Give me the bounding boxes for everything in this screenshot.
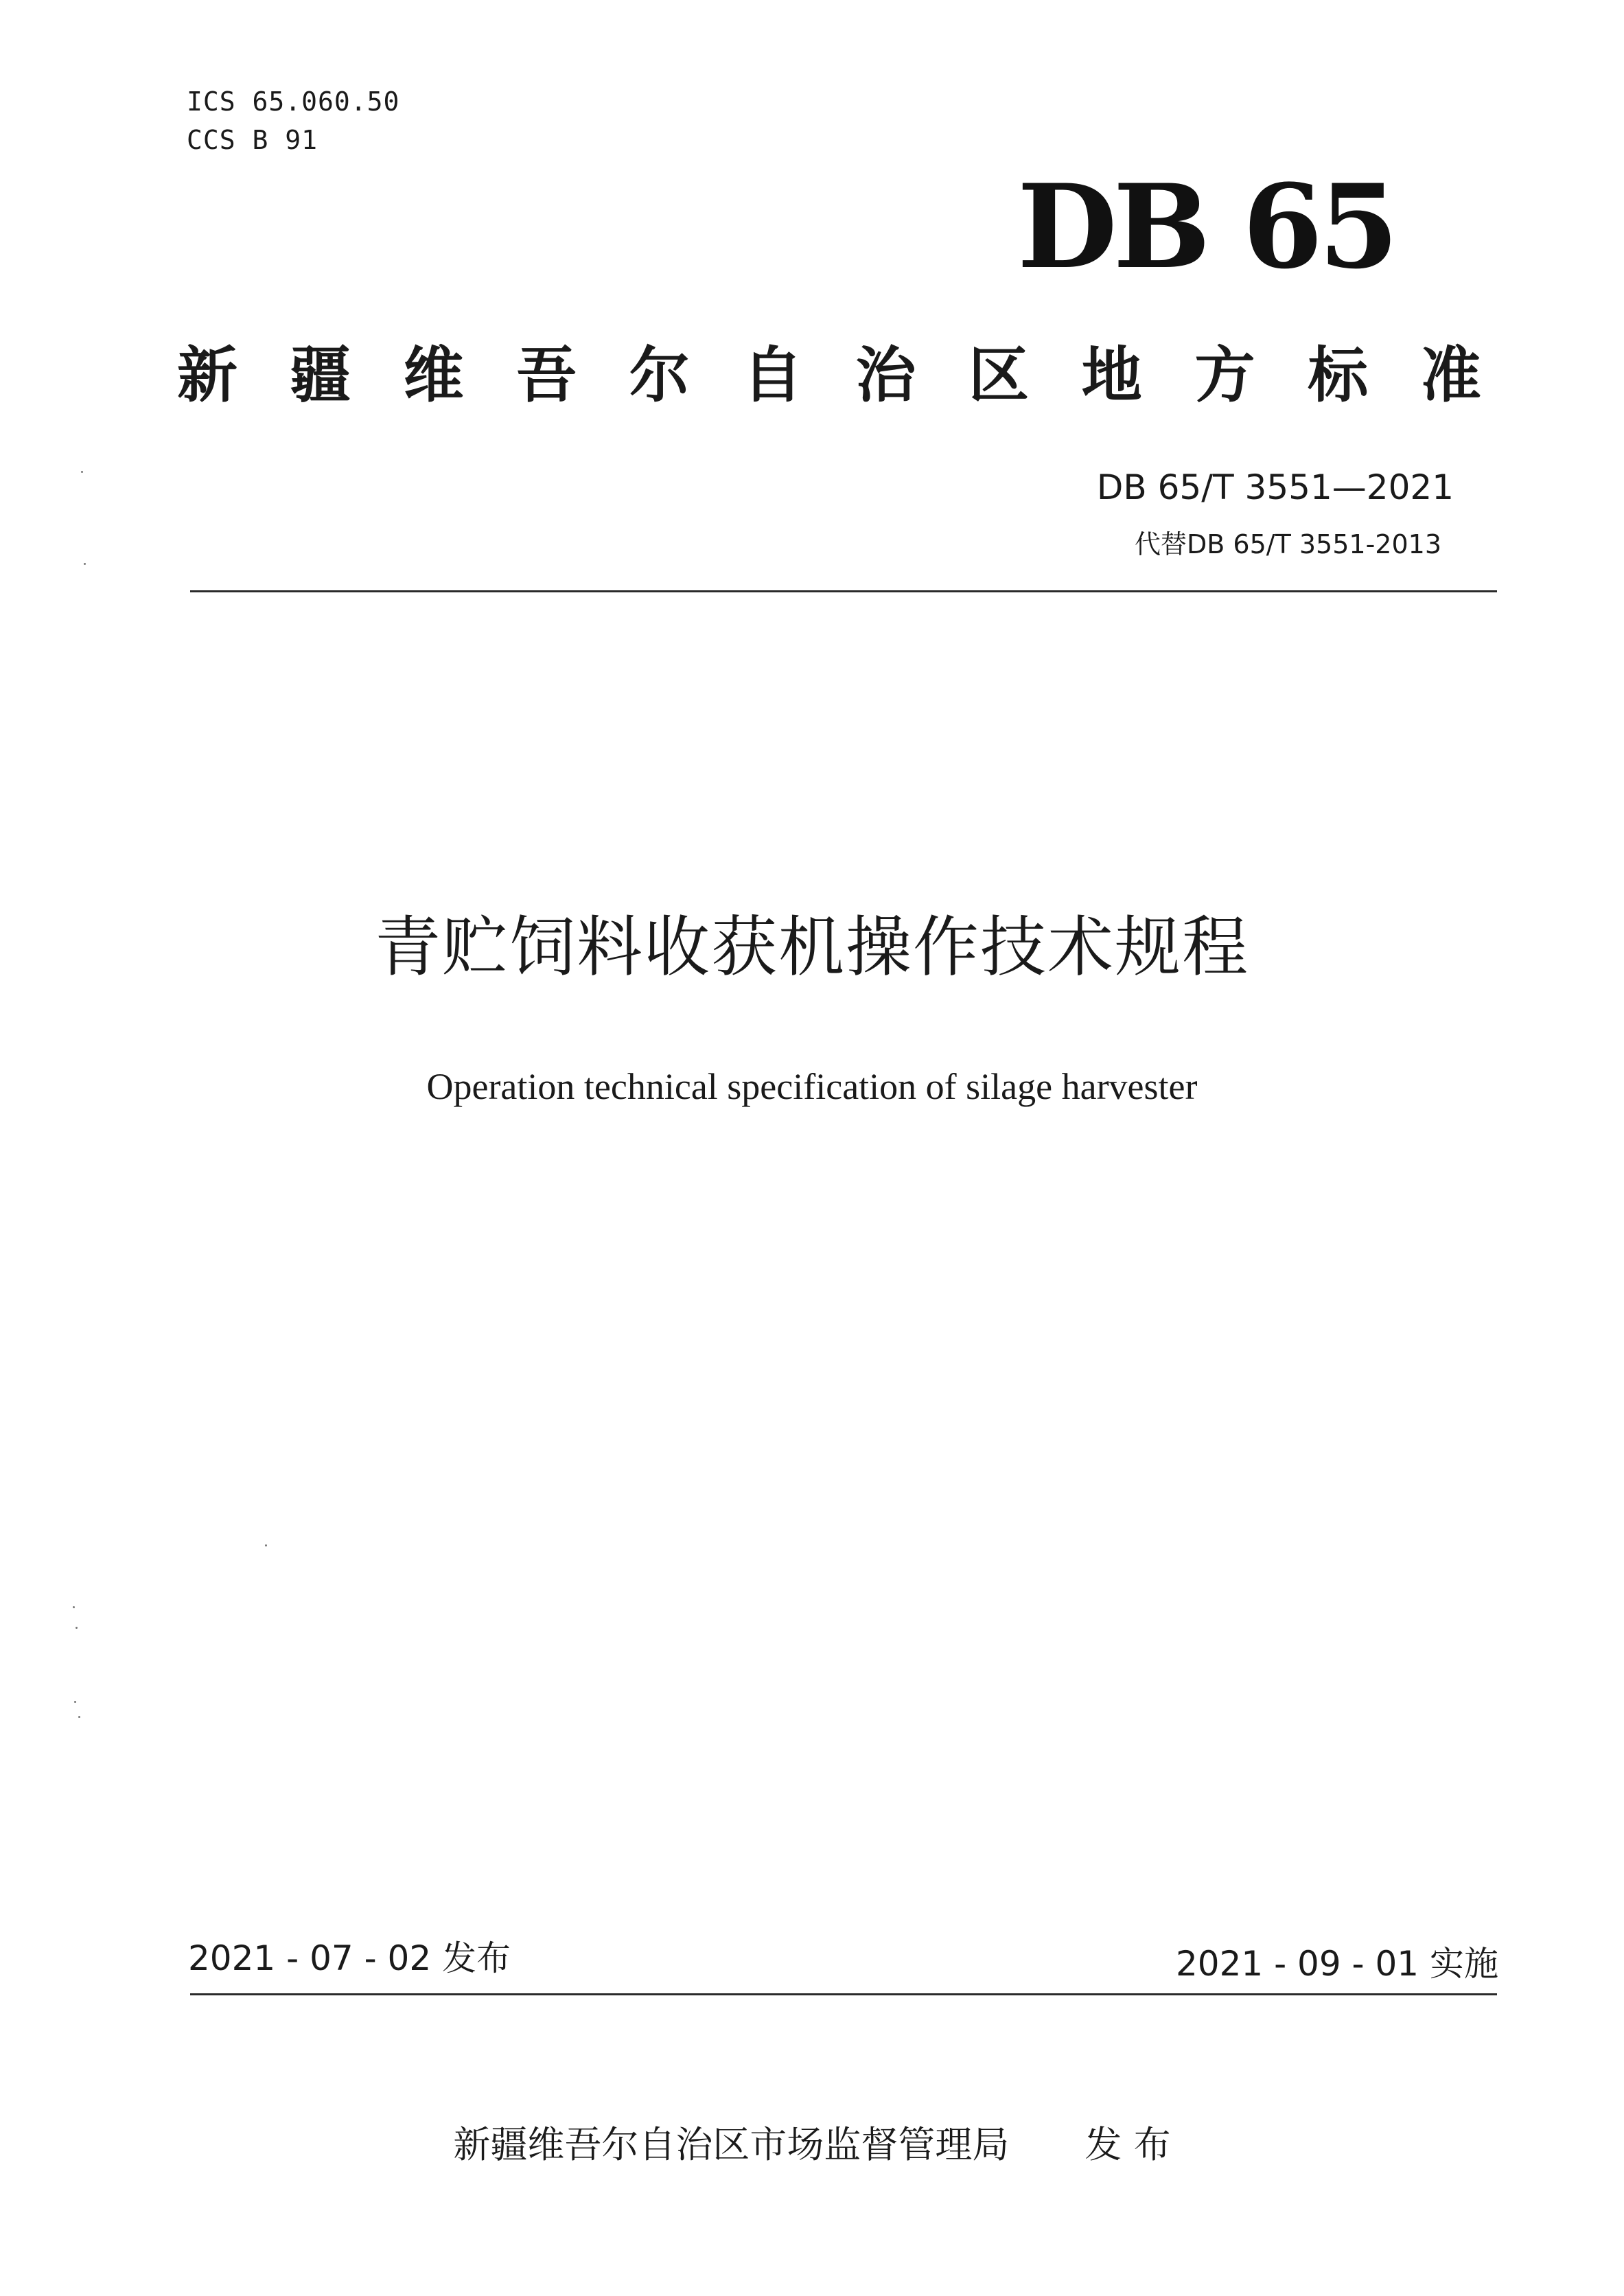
standard-type-char: 标 [1308,340,1369,410]
standard-type-char: 疆 [290,340,351,410]
document-title-chinese: 青贮饲料收获机操作技术规程 [375,909,1249,986]
effective-date: 2021 - 09 - 01 实施 [1175,1944,1498,1984]
scan-speck [74,1701,76,1703]
issuing-authority [0,2121,1624,2169]
standard-type-char: 区 [968,340,1030,410]
standard-type-char: 治 [855,340,916,410]
issuer-name: 新疆维吾尔自治区市场监督管理局 [453,2123,1010,2166]
standard-type-char: 维 [403,340,464,410]
scan-speck [84,563,86,565]
ics-code: ICS 65.060.50 [187,86,400,117]
scan-speck [78,1716,80,1718]
standard-type-char: 尔 [629,340,690,410]
standard-number: DB 65/T 3551—2021 [1096,467,1454,507]
replaced-standard: 代替DB 65/T 3551-2013 [1135,529,1441,559]
scan-speck [81,471,83,473]
standard-type-heading [177,338,1481,413]
issuer-action: 发 布 [1084,2123,1171,2166]
standard-type-char: 吾 [516,340,577,410]
issue-date: 2021 - 07 - 02 发布 [188,1938,511,1978]
standard-type-char: 准 [1420,340,1481,410]
document-title-english: Operation technical specification of silage harvester [426,1066,1198,1107]
header-divider [190,590,1497,592]
standard-type-char: 自 [742,340,803,410]
standard-type-char: 新 [177,340,238,410]
db65-logo: DB 65 [1017,159,1395,294]
scan-speck [76,1627,78,1629]
ccs-code: CCS B 91 [187,125,318,155]
standard-type-char: 地 [1081,340,1142,410]
footer-divider [190,1993,1497,1995]
standard-type-char: 方 [1194,340,1255,410]
scan-speck [73,1606,75,1608]
scan-speck [265,1544,267,1546]
